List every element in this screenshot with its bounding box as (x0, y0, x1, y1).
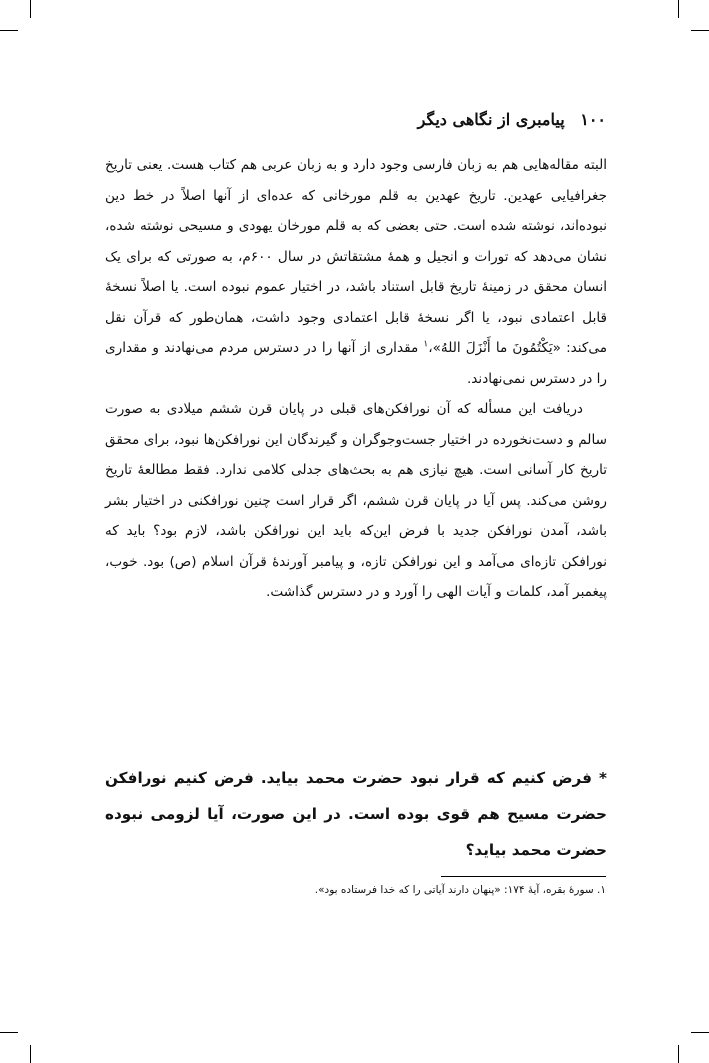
crop-mark (691, 1032, 709, 1033)
crop-mark (30, 1045, 31, 1063)
footnote-divider (441, 876, 606, 877)
crop-mark (691, 30, 709, 31)
footnote: ۱. سورهٔ بقره، آیهٔ ۱۷۴: «پنهان دارند آیاتی را که خدا فرستاده بود». (314, 884, 606, 896)
crop-mark (678, 1045, 679, 1063)
paragraph-1 (105, 150, 607, 394)
footnote-reference: ۱ (423, 339, 429, 350)
crop-mark (678, 0, 679, 18)
crop-mark (0, 30, 18, 31)
paragraph-1-tail: مقداری از آنها را در دسترس مردم می‌نهادند و مقداری را در دسترس نمی‌نهادند. (105, 340, 607, 387)
book-title: پیامبری از نگاهی دیگر (417, 110, 565, 129)
page-number: ۱۰۰ (580, 110, 606, 129)
paragraph-2: دریافت این مسأله که آن نورافکن‌های قبلی در پایان قرن ششم میلادی به صورت سالم و دست‌نخورده در اختیار جست‌وجوگران و گیرندگان این نورافکن‌ها نبود، برای محقق تاریخ کار آسانی است. هیچ نیازی هم به بحث‌های جدلی کلامی ندارد. فقط مطالعهٔ تاریخ روشن می‌کند. پس آیا در پایان قرن ششم، اگر قرار است چنین نورافکنی در اختیار بشر باشد، آمدن نورافکن جدید با فرض این‌که باید این نورافکن باشد، لازم بود؟ باید که نورافکن تازه‌ای می‌آمد و این نورافکن تازه، و پیامبر آورندهٔ قرآن اسلام (ص) بود. خوب، پیغمبر آمد، کلمات و آیات الهی را آورد و در دسترس گذاشت. (105, 401, 607, 600)
body-text (105, 150, 607, 608)
crop-mark (30, 0, 31, 18)
crop-mark (0, 1032, 18, 1033)
running-header (418, 110, 606, 129)
question-block: * فرض کنیم که قرار نبود حضرت محمد بیاید. فرض کنیم نورافکن حضرت مسیح هم قوی بوده است. در این صورت، آیا لزومی نبوده حضرت محمد بیاید؟ (105, 769, 607, 859)
paragraph-1-text: البته مقاله‌هایی هم به زبان فارسی وجود دارد و به زبان عربی هم کتاب هست. یعنی تاریخ جغرافیایی عهدین. تاریخ عهدین به قلم مورخانی که عده‌ای از آنها اصلاً در خط دین نبوده‌اند، نوشته شده است. حتی بعضی که به قلم مورخان یهودی و مسیحی نوشته شده، نشان می‌دهد که تورات و انجیل و همهٔ مشتقاتش در سال ۶۰۰م، به صورتی که برای یک انسان محقق در زمینهٔ تاریخ قابل استناد باشد، در اختیار عموم نبوده است. یا اصلاً نسخهٔ قابل اعتمادی نبود، یا اگر نسخهٔ قابل اعتمادی وجود داشت، همان‌طور که قرآن نقل می‌کند: «یَکْتُمُونَ ما أَنْزَلَ اللهُ»، (105, 157, 607, 356)
